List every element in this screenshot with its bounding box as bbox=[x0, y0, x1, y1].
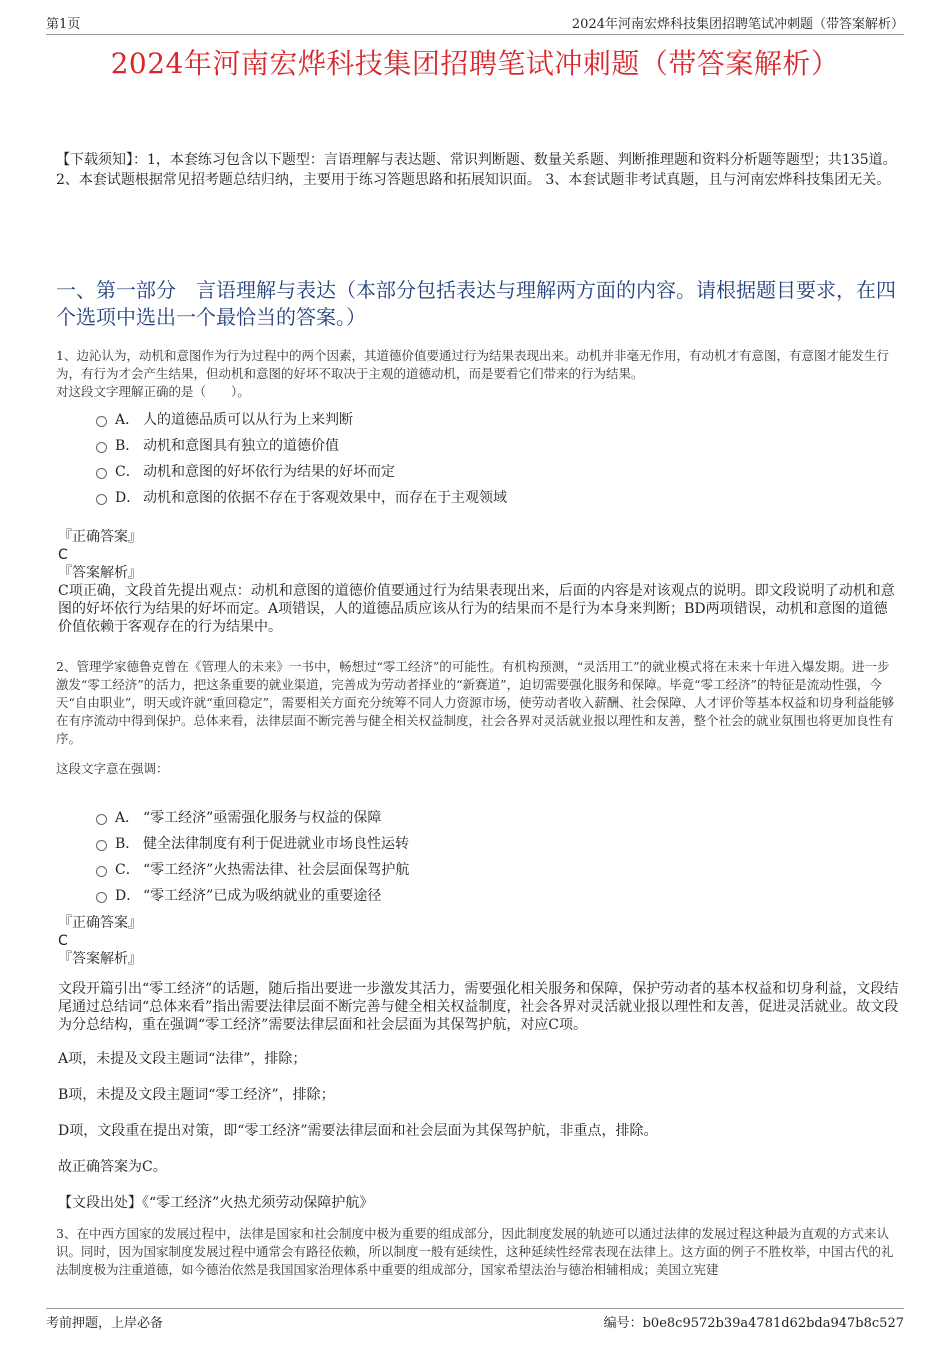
analysis-label: 『答案解析』 bbox=[58, 565, 142, 581]
radio-icon[interactable] bbox=[96, 892, 107, 903]
option-letter: C． bbox=[115, 464, 140, 480]
option-b[interactable] bbox=[96, 432, 507, 458]
radio-icon[interactable] bbox=[96, 866, 107, 877]
page-footer bbox=[46, 1308, 904, 1331]
radio-icon[interactable] bbox=[96, 814, 107, 825]
section-heading: 一、第一部分 言语理解与表达（本部分包括表达与理解两方面的内容。请根据题目要求，在四个选项中选出一个最恰当的答案。） bbox=[56, 278, 896, 329]
option-letter: C． bbox=[115, 862, 140, 878]
option-a[interactable] bbox=[96, 804, 409, 830]
question-1-text: 1、边沁认为，动机和意图作为行为过程中的两个因素，其道德价值要通过行为结果表现出来。动机并非毫无作用，有动机才有意图，有意图才能发生行为，有行为才会产生结果，但动机和意图的好坏不取决于主观的道德动机，而是要看它们带来的行为结果。 bbox=[56, 348, 889, 381]
question-2-stem bbox=[56, 658, 900, 778]
analysis-line: B项，未提及文段主题词“零工经济”，排除； bbox=[58, 1087, 335, 1103]
option-c[interactable] bbox=[96, 856, 409, 882]
answer-label: 『正确答案』 bbox=[58, 915, 142, 931]
radio-icon[interactable] bbox=[96, 840, 107, 851]
source-line: 【文段出处】《“零工经济”火热尤须劳动保障护航》 bbox=[58, 1195, 374, 1211]
question-3-stem bbox=[56, 1225, 900, 1279]
analysis-text: C项正确，文段首先提出观点：动机和意图的道德价值要通过行为结果表现出来，后面的内容是对该观点的说明。即文段说明了动机和意图的好坏依行为结果的好坏而定。A项错误，人的道德品质应该从行为的结果而不是行为本身来判断；BD两项错误，动机和意图的道德价值依赖于客观存在的行为结果中。 bbox=[58, 583, 895, 635]
radio-icon[interactable] bbox=[96, 468, 107, 479]
answer-value: C bbox=[58, 933, 68, 949]
question-2-answer-block bbox=[58, 914, 900, 1212]
question-1-answer-block bbox=[58, 528, 900, 636]
question-2-ask: 这段文字意在强调： bbox=[56, 761, 169, 776]
answer-value: C bbox=[58, 547, 68, 563]
footer-slogan: 考前押题，上岸必备 bbox=[46, 1316, 164, 1331]
option-d[interactable] bbox=[96, 882, 409, 908]
question-2-text: 2、管理学家德鲁克曾在《管理人的未来》一书中，畅想过“零工经济”的可能性。有机构预测，“灵活用工”的就业模式将在未来十年进入爆发期。进一步激发“零工经济”的活力，把这条重要的就业渠道，完善成为劳动者择业的“新赛道”，迫切需要强化服务和保障。毕竟“零工经济”的特征是流动性强，今天“自由职业”，明天或许就“重回稳定”，需要相关方面充分统筹不同人力资源市场，使劳动者收入薪酬、社会保障、人才评价等基本权益和切身利益能够在有序流动中得到保护。总体来看，法律层面不断完善与健全相关权益制度，社会各界对灵活就业报以理性和友善，整个社会的就业氛围也将更加良性有序。 bbox=[56, 659, 895, 746]
download-notice: 【下载须知】：1，本套练习包含以下题型：言语理解与表达题、常识判断题、数量关系题、判断推理题和资料分析题等题型；共135道。 2、本套试题根据常见招考题总结归纳，主要用于练习答题思路和拓展知识面。 3、本套试题非考试真题，且与河南宏烨科技集团无关。 bbox=[56, 152, 897, 188]
option-text: “零工经济”亟需强化服务与权益的保障 bbox=[143, 810, 382, 826]
option-text: 健全法律制度有利于促进就业市场良性运转 bbox=[143, 836, 409, 852]
page-title: 2024年河南宏烨科技集团招聘笔试冲刺题（带答案解析） bbox=[110, 47, 840, 80]
option-text: “零工经济”已成为吸纳就业的重要途径 bbox=[143, 888, 382, 904]
option-text: “零工经济”火热需法律、社会层面保驾护航 bbox=[143, 862, 410, 878]
analysis-text: 文段开篇引出“零工经济”的话题，随后指出要进一步激发其活力，需要强化相关服务和保障，保护劳动者的基本权益和切身利益，文段结尾通过总结词“总体来看”指出需要法律层面不断完善与健全相关权益制度，社会各界对灵活就业报以理性和友善，促进灵活就业。故文段为分总结构，重在强调“零工经济”需要法律层面和社会层面为其保驾护航，对应C项。 bbox=[58, 981, 899, 1033]
analysis-line: A项，未提及文段主题词“法律”，排除； bbox=[58, 1051, 307, 1067]
option-letter: B． bbox=[115, 836, 140, 852]
question-1-stem bbox=[56, 347, 900, 401]
question-3-text: 3、在中西方国家的发展过程中，法律是国家和社会制度中极为重要的组成部分，因此制度发展的轨迹可以通过法律的发展过程这种最为直观的方式来认识。同时，因为国家制度发展过程中通常会有路径依赖，所以制度一般有延续性，这种延续性经常表现在法律上。这方面的例子不胜枚举，中国古代的礼法制度极为注重道德，如今德治依然是我国国家治理体系中重要的组成部分，国家希望法治与德治相辅相成；美国立宪建 bbox=[56, 1226, 894, 1277]
radio-icon[interactable] bbox=[96, 416, 107, 427]
question-1-ask: 对这段文字理解正确的是（ ）。 bbox=[56, 384, 250, 399]
analysis-label: 『答案解析』 bbox=[58, 951, 142, 967]
page-number: 第1页 bbox=[46, 17, 81, 32]
document-id: 编号：b0e8c9572b39a4781d62bda947b8c527 bbox=[603, 1316, 904, 1331]
option-text: 动机和意图具有独立的道德价值 bbox=[143, 438, 339, 454]
option-letter: A． bbox=[115, 412, 140, 428]
answer-label: 『正确答案』 bbox=[58, 529, 142, 545]
radio-icon[interactable] bbox=[96, 494, 107, 505]
option-letter: B． bbox=[115, 438, 140, 454]
option-text: 动机和意图的依据不存在于客观效果中，而存在于主观领域 bbox=[143, 490, 507, 506]
option-a[interactable] bbox=[96, 406, 507, 432]
option-letter: A． bbox=[115, 810, 140, 826]
question-2-options bbox=[96, 804, 409, 908]
header-doc-title: 2024年河南宏烨科技集团招聘笔试冲刺题（带答案解析） bbox=[571, 17, 904, 32]
option-letter: D． bbox=[115, 888, 141, 904]
option-d[interactable] bbox=[96, 484, 507, 510]
option-c[interactable] bbox=[96, 458, 507, 484]
option-b[interactable] bbox=[96, 830, 409, 856]
option-text: 人的道德品质可以从行为上来判断 bbox=[143, 412, 353, 428]
page-header bbox=[46, 10, 904, 35]
analysis-line: 故正确答案为C。 bbox=[58, 1159, 167, 1175]
option-text: 动机和意图的好坏依行为结果的好坏而定 bbox=[143, 464, 395, 480]
radio-icon[interactable] bbox=[96, 442, 107, 453]
analysis-line: D项，文段重在提出对策，即“零工经济”需要法律层面和社会层面为其保驾护航，非重点，排除。 bbox=[58, 1123, 658, 1139]
option-letter: D． bbox=[115, 490, 141, 506]
question-1-options bbox=[96, 406, 507, 510]
